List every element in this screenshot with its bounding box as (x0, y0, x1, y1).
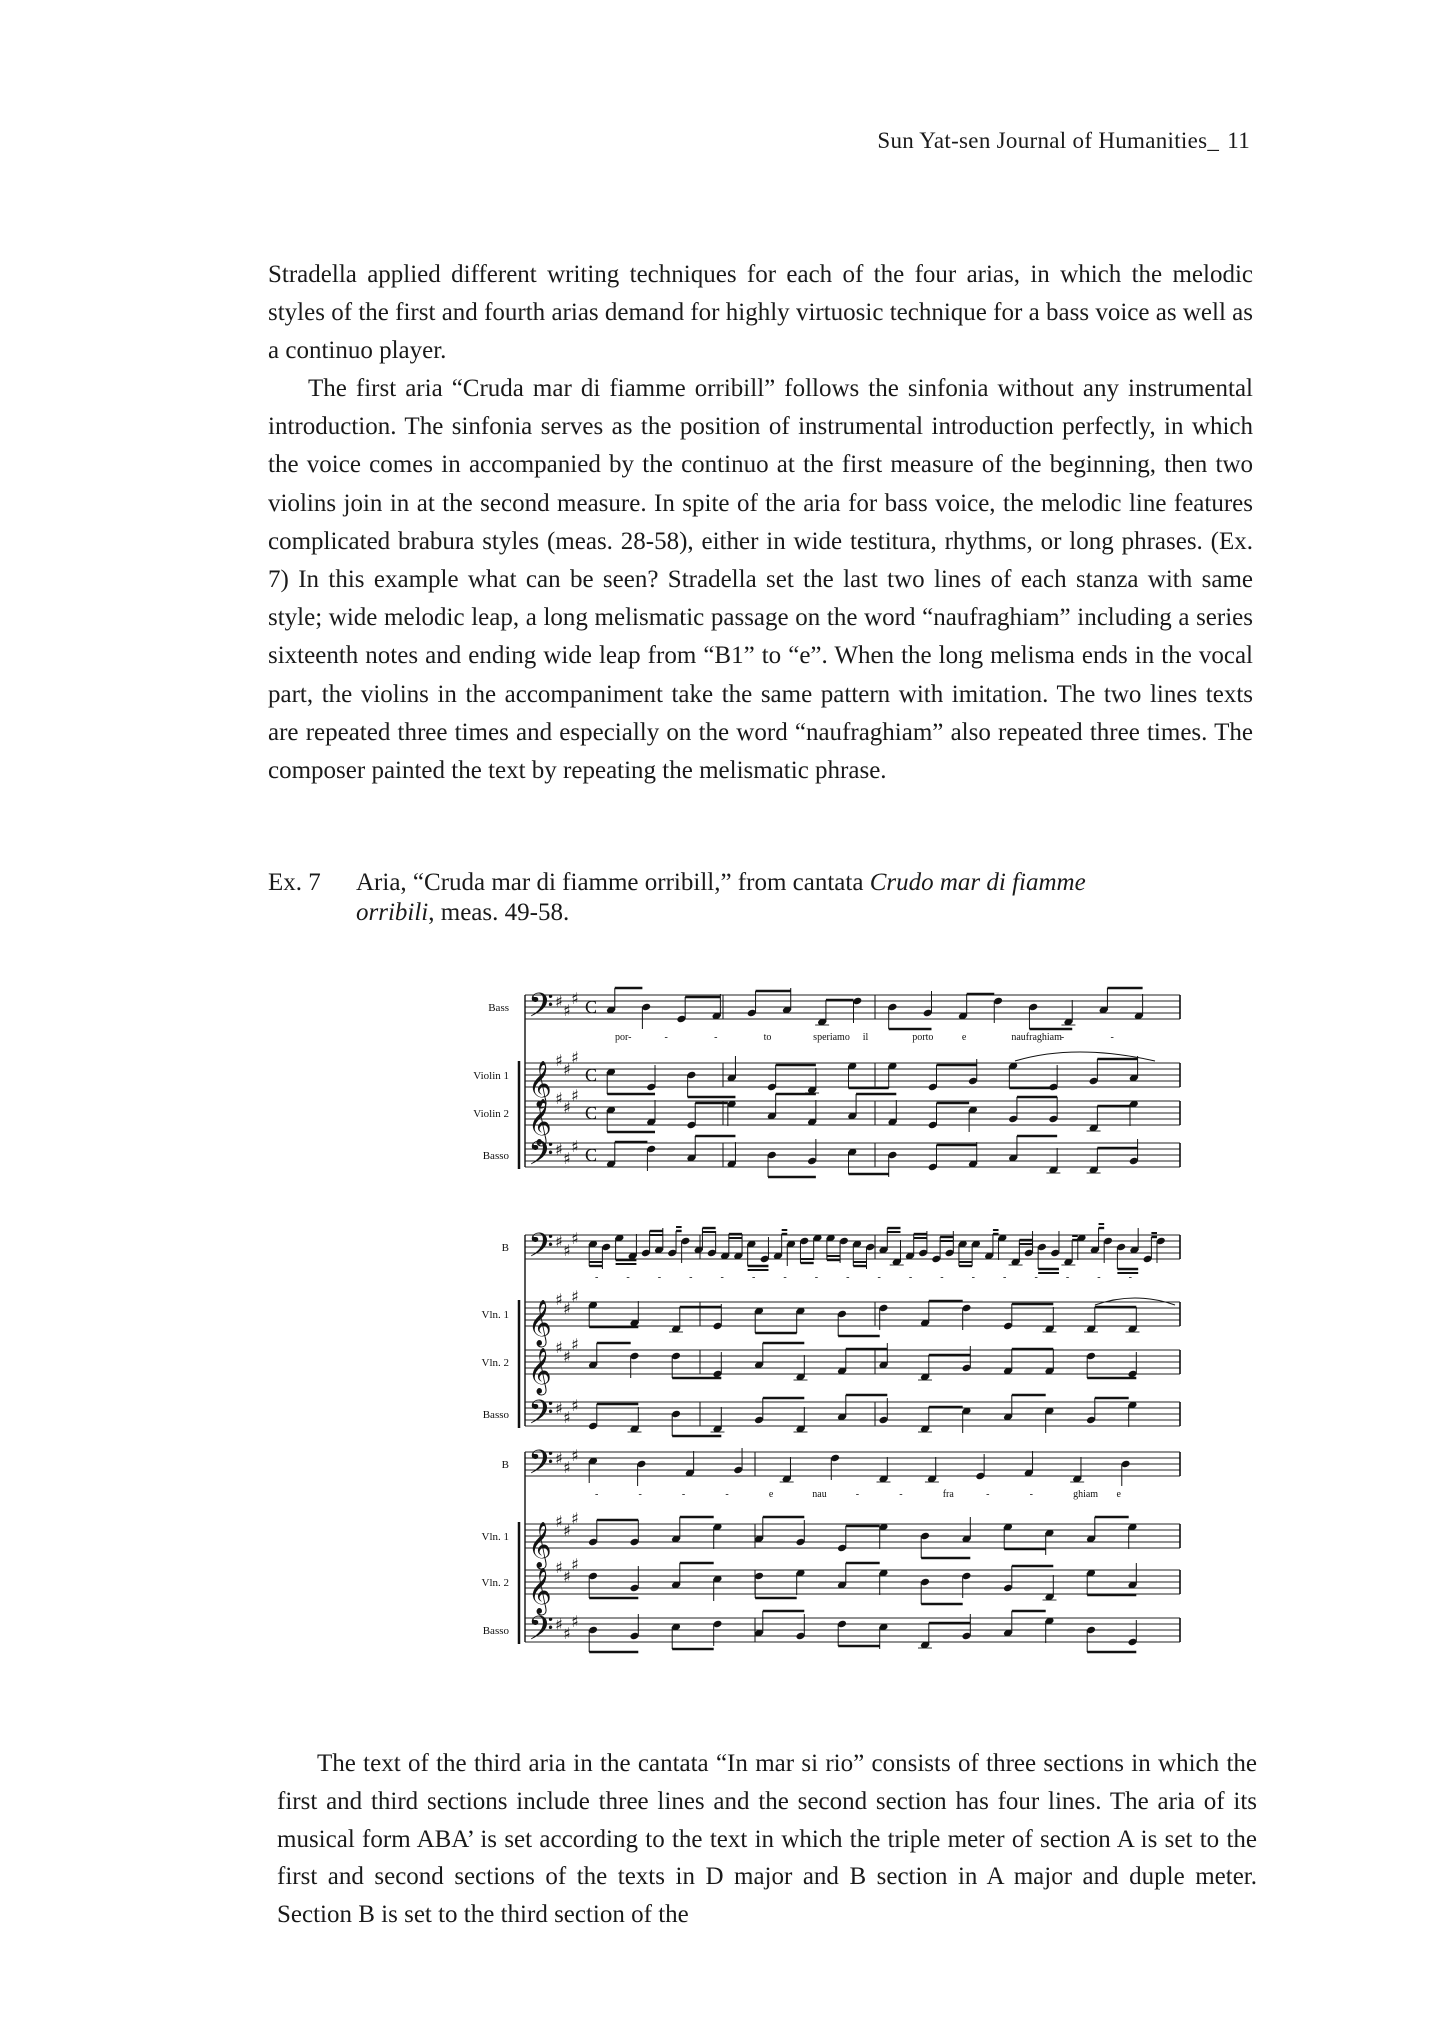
lyric-syllable: - (846, 1272, 850, 1283)
sharp-icon: ♯ (555, 1615, 563, 1634)
example-cantata-title-cont: orribili (356, 899, 429, 926)
lyric-syllable: - (783, 1272, 787, 1283)
time-signature: C (585, 1103, 598, 1123)
treble-clef-icon: 𝄞 (528, 1568, 552, 1614)
lyric-syllable: - (1128, 1272, 1132, 1283)
staff-label: Basso (482, 1625, 509, 1637)
sharp-icon: ♯ (555, 992, 563, 1011)
journal-title: Sun Yat-sen Journal of Humanities (877, 128, 1208, 153)
sharp-icon: ♯ (555, 1338, 563, 1357)
sharp-icon: ♯ (555, 1512, 563, 1531)
lyric-syllable: - (1060, 1032, 1065, 1043)
staff-label: Vln. 2 (481, 1577, 509, 1589)
lyric-syllable: - (720, 1272, 724, 1283)
lyric-syllable: - (689, 1272, 693, 1283)
lyric-syllable: - (681, 1489, 686, 1500)
sharp-icon: ♯ (571, 1086, 579, 1105)
lyric-syllable: - (595, 1272, 599, 1283)
sharp-icon: ♯ (555, 1140, 563, 1159)
example-label: Ex. 7 (268, 869, 321, 896)
sharp-icon: ♯ (571, 1509, 579, 1528)
time-signature: C (585, 1065, 598, 1085)
staff-label: Violin 2 (473, 1108, 509, 1120)
example-caption (268, 868, 1253, 928)
lyric-syllable: - (714, 1032, 718, 1043)
lyric-syllable: - (814, 1272, 819, 1283)
lyric-syllable: - (971, 1272, 976, 1283)
lyric-syllable: - (940, 1272, 944, 1283)
lyric-syllable: - (855, 1489, 860, 1500)
staff-label: B (501, 1242, 509, 1254)
sharp-icon: ♯ (563, 1098, 571, 1117)
treble-clef-icon: 𝄞 (528, 1300, 552, 1346)
paragraph-third-aria: The text of the third aria in the cantata “In mar si rio” consists of three sections in which the first and third sections include three lines and the second section has four lines. The aria of its musical form ABA’ is set according to the text in which the triple meter of section A is set to the first and second sections of the texts in D major and B section in A major and duple meter. Section B is set to the third section of the (277, 1750, 1257, 1929)
lyric-syllable: - (664, 1032, 668, 1043)
lyric-syllable: - (1097, 1272, 1101, 1283)
lyric-syllable: - (1065, 1272, 1070, 1283)
header-separator: _ (1207, 128, 1220, 153)
sharp-icon: ♯ (571, 1612, 579, 1631)
staff-label: Vln. 1 (481, 1531, 509, 1543)
sharp-icon: ♯ (563, 1149, 571, 1168)
sharp-icon: ♯ (555, 1232, 563, 1251)
time-signature: C (585, 997, 598, 1017)
lyric-syllable: - (1029, 1489, 1033, 1500)
treble-clef-icon: 𝄞 (528, 1099, 552, 1145)
example-cantata-title: Crudo mar di fiamme (869, 869, 1086, 896)
lyric-syllable: - (626, 1272, 630, 1283)
sharp-icon: ♯ (571, 1137, 579, 1156)
lyric-syllable: e (1116, 1489, 1121, 1500)
lyric-syllable: speriamo (813, 1032, 850, 1043)
treble-clef-icon: 𝄞 (528, 1061, 552, 1107)
sharp-icon: ♯ (555, 1449, 563, 1468)
sharp-icon: ♯ (563, 1624, 571, 1643)
sharp-icon: ♯ (571, 1287, 579, 1306)
example-measures: , meas. 49-58. (428, 899, 570, 926)
sharp-icon: ♯ (563, 1521, 571, 1540)
staff-label: B (501, 1459, 509, 1471)
lyric-syllable: to (763, 1032, 772, 1043)
lyric-syllable: porto (912, 1032, 934, 1043)
lyric-syllable: - (751, 1272, 756, 1283)
sharp-icon: ♯ (571, 1396, 579, 1415)
sharp-icon: ♯ (555, 1558, 563, 1577)
page-number: 11 (1227, 128, 1250, 153)
lyric-syllable: - (725, 1489, 729, 1500)
paragraph-first-aria: The first aria “Cruda mar di fiamme orribill” follows the sinfonia without any instrumental introduction. The sinfonia serves as the position of instrumental introduction perfectly, in which the voice comes in accompanied by the continuo at the first measure of the beginning, then two violins join in at the second measure. In spite of the aria for bass voice, the melodic line features complicated brabura styles (meas. 28-58), either in wide testitura, rhythms, or long phrases. (Ex. 7) In this example what can be seen? Stradella set the last two lines of each stanza with same style; wide melodic leap, a long melismatic passage on the word “naufraghiam” including a series sixteenth notes and ending wide leap from “B1” to “e”. When the long melisma ends in the vocal part, the violins in the accompaniment take the same pattern with imitation. The two lines texts are repeated three times and especially on the word “naufraghiam” also repeated three times. The composer painted the text by repeating the melismatic phrase. (268, 375, 1253, 785)
sharp-icon: ♯ (563, 1408, 571, 1427)
lyric-syllable: - (986, 1489, 990, 1500)
sharp-icon: ♯ (555, 1399, 563, 1418)
sharp-icon: ♯ (571, 1048, 579, 1067)
lyric-syllable: - (899, 1489, 903, 1500)
bass-clef-icon: 𝄢 (528, 1135, 554, 1181)
example-title: Aria, “Cruda mar di fiamme orribill,” from cantata (356, 869, 870, 896)
bass-clef-icon: 𝄢 (528, 1394, 554, 1440)
lyric-syllable: por- (615, 1032, 632, 1043)
staff-label: Basso (482, 1150, 509, 1162)
lyric-syllable: - (1110, 1032, 1114, 1043)
bass-clef-icon: 𝄢 (528, 987, 554, 1033)
lyric-syllable: - (1034, 1272, 1038, 1283)
sharp-icon: ♯ (563, 1241, 571, 1260)
sharp-icon: ♯ (555, 1290, 563, 1309)
lyric-syllable: e (961, 1032, 967, 1043)
slur (1095, 1298, 1175, 1305)
lyric-syllable: ghiam (1073, 1489, 1099, 1500)
sharp-icon: ♯ (571, 1446, 579, 1465)
time-signature: C (585, 1145, 598, 1165)
sharp-icon: ♯ (563, 1347, 571, 1366)
treble-clef-icon: 𝄞 (528, 1522, 552, 1568)
sharp-icon: ♯ (563, 1458, 571, 1477)
lyric-syllable: - (908, 1272, 913, 1283)
bass-clef-icon: 𝄢 (528, 1444, 554, 1490)
sharp-icon: ♯ (571, 1229, 579, 1248)
lyric-syllable: - (1003, 1272, 1007, 1283)
bass-clef-icon: 𝄢 (528, 1610, 554, 1656)
lyric-syllable: e (768, 1489, 774, 1500)
bass-clef-icon: 𝄢 (528, 1227, 554, 1273)
lyric-syllable: - (657, 1272, 662, 1283)
paragraph-intro: Stradella applied different writing techniques for each of the four arias, in which the melodic styles of the first and fourth arias demand for highly virtuosic technique for a bass voice as well as a continuo player. (268, 261, 1253, 365)
sharp-icon: ♯ (571, 1555, 579, 1574)
sharp-icon: ♯ (571, 1335, 579, 1354)
staff-label: Bass (488, 1002, 509, 1014)
sharp-icon: ♯ (555, 1051, 563, 1070)
treble-clef-icon: 𝄞 (528, 1348, 552, 1394)
lyric-syllable: fra (942, 1489, 954, 1500)
staff-label: Vln. 2 (481, 1357, 509, 1369)
sharp-icon: ♯ (563, 1567, 571, 1586)
lyric-syllable: - (595, 1489, 599, 1500)
sharp-icon: ♯ (563, 1001, 571, 1020)
running-head (810, 128, 1250, 154)
score-svg (455, 985, 1235, 1725)
lyric-syllable: - (638, 1489, 642, 1500)
sharp-icon: ♯ (563, 1060, 571, 1079)
lyric-syllable: il (862, 1032, 869, 1043)
music-score-example (455, 985, 1235, 1725)
sharp-icon: ♯ (555, 1089, 563, 1108)
staff-label: Vln. 1 (481, 1309, 509, 1321)
sharp-icon: ♯ (571, 989, 579, 1008)
staff-label: Violin 1 (473, 1070, 509, 1082)
sharp-icon: ♯ (563, 1299, 571, 1318)
lyric-syllable: naufraghiam (1011, 1032, 1062, 1043)
staff-label: Basso (482, 1409, 509, 1421)
lyric-syllable: - (877, 1272, 881, 1283)
lyric-syllable: nau (812, 1489, 827, 1500)
